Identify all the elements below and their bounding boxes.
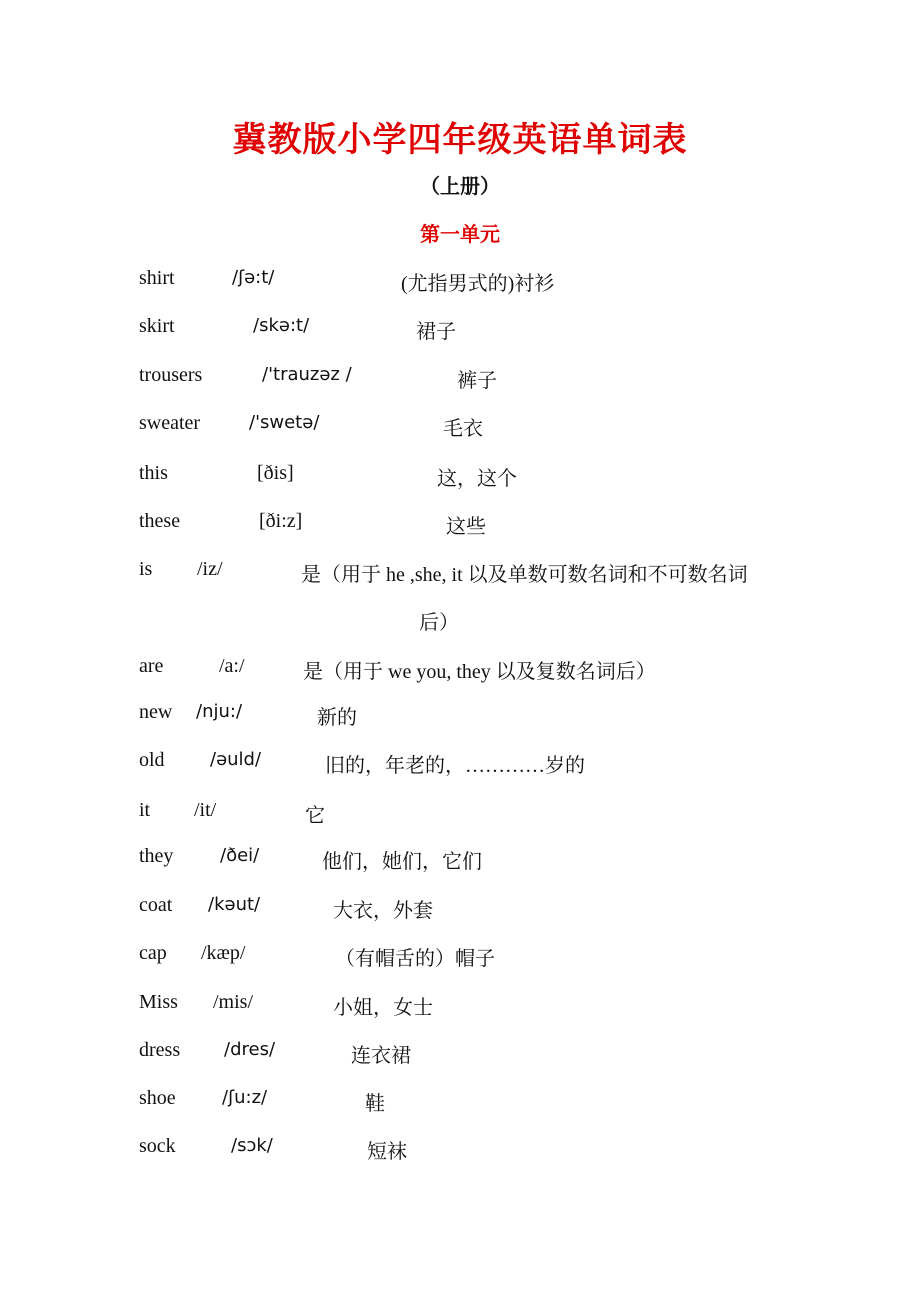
word-meaning: 短袜: [367, 1141, 407, 1163]
word-english: shirt: [139, 267, 175, 289]
word-phonetic: /kæp/: [201, 942, 246, 964]
word-phonetic: /sɔk/: [231, 1135, 273, 1156]
word-english: cap: [139, 942, 167, 964]
word-row: [0, 991, 920, 1021]
word-row: [0, 510, 920, 540]
word-row: [0, 845, 920, 875]
word-meaning: 鞋: [365, 1093, 385, 1115]
word-english: shoe: [139, 1087, 176, 1109]
word-row: [0, 462, 920, 492]
word-english: dress: [139, 1039, 181, 1061]
word-meaning: (尤指男式的)衬衫: [401, 273, 555, 295]
word-phonetic: /'trauzəz /: [262, 364, 352, 385]
word-phonetic: /skə:t/: [253, 315, 310, 336]
word-row: [0, 894, 920, 924]
word-meaning: 旧的，年老的，…………岁的: [325, 755, 585, 777]
word-phonetic: [ði:z]: [259, 510, 303, 532]
word-meaning-continuation: 后）: [419, 612, 459, 634]
word-english: trousers: [139, 364, 203, 386]
word-row: [0, 267, 920, 297]
word-phonetic: /it/: [194, 799, 217, 821]
word-meaning: 新的: [317, 707, 357, 729]
volume-subtitle: （上册）: [420, 176, 500, 198]
word-phonetic: /iz/: [197, 558, 223, 580]
word-english: skirt: [139, 315, 175, 337]
word-row: [0, 364, 920, 394]
word-english: sweater: [139, 412, 201, 434]
word-row: [0, 655, 920, 685]
word-row: [0, 412, 920, 442]
word-meaning: 是（用于 we you, they 以及复数名词后）: [303, 661, 656, 683]
word-english: new: [139, 701, 173, 723]
word-phonetic: [ðis]: [257, 462, 294, 484]
word-phonetic: /'swetə/: [249, 412, 320, 433]
word-phonetic: /ʃə:t/: [232, 267, 275, 288]
word-row: [0, 701, 920, 731]
word-meaning: 裤子: [457, 370, 497, 392]
word-row: [0, 942, 920, 972]
word-meaning: 毛衣: [443, 418, 483, 440]
word-english: are: [139, 655, 164, 677]
word-phonetic: /a:/: [219, 655, 245, 677]
word-meaning: 它: [305, 805, 325, 827]
word-row: [0, 1135, 920, 1165]
word-meaning: 连衣裙: [351, 1045, 411, 1067]
word-english: Miss: [139, 991, 178, 1013]
word-meaning: （有帽舌的）帽子: [335, 948, 495, 970]
word-meaning: 这些: [446, 516, 486, 538]
word-row: [0, 1039, 920, 1069]
word-row: [0, 1087, 920, 1117]
word-meaning: 他们，她们，它们: [322, 851, 482, 873]
word-row: [0, 315, 920, 345]
word-phonetic: /əuld/: [210, 749, 262, 770]
word-english: is: [139, 558, 153, 580]
word-meaning: 裙子: [416, 321, 456, 343]
word-phonetic: /dres/: [224, 1039, 276, 1060]
word-english: they: [139, 845, 174, 867]
word-row: [0, 558, 920, 588]
word-row: [0, 749, 920, 779]
word-phonetic: /mis/: [213, 991, 254, 1013]
word-phonetic: /ðei/: [220, 845, 260, 866]
word-english: sock: [139, 1135, 176, 1157]
word-english: old: [139, 749, 165, 771]
word-meaning: 小姐，女士: [333, 997, 433, 1019]
word-english: this: [139, 462, 168, 484]
word-english: it: [139, 799, 151, 821]
word-phonetic: /nju:/: [196, 701, 243, 722]
word-meaning: 大衣，外套: [333, 900, 433, 922]
word-phonetic: /kəut/: [208, 894, 261, 915]
word-meaning: 这，这个: [437, 468, 517, 490]
word-meaning: 是（用于 he ,she, it 以及单数可数名词和不可数名词: [301, 564, 748, 586]
word-english: these: [139, 510, 181, 532]
word-phonetic: /ʃu:z/: [222, 1087, 268, 1108]
word-row: [0, 799, 920, 829]
word-english: coat: [139, 894, 173, 916]
document-title: 冀教版小学四年级英语单词表: [232, 122, 688, 159]
unit-heading: 第一单元: [420, 224, 500, 246]
